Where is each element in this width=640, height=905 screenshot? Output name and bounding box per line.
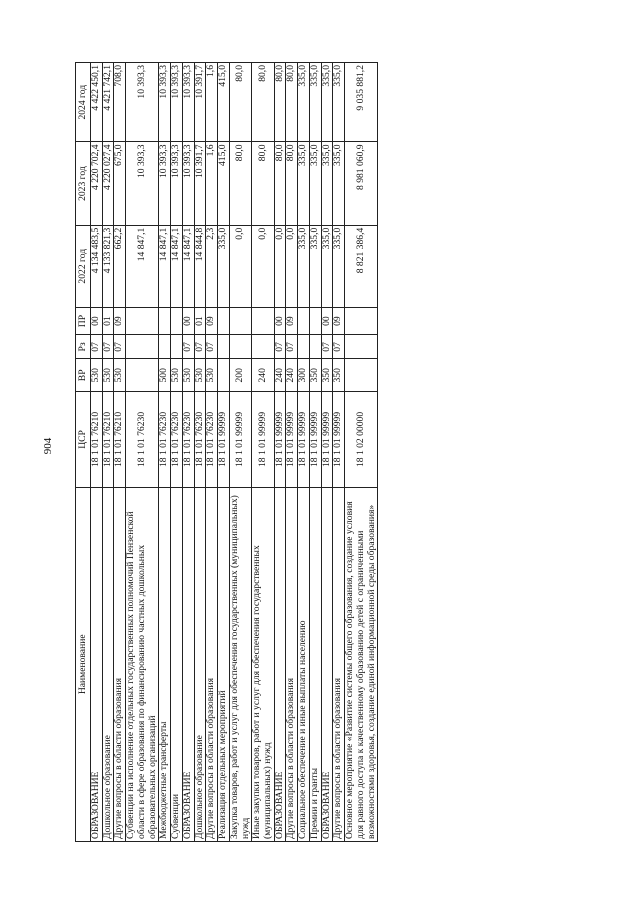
cell-name: Другие вопросы в области образования bbox=[286, 487, 298, 841]
cell-vr: 350 bbox=[333, 359, 345, 392]
cell-rz: 07 bbox=[194, 335, 206, 359]
cell-csr: 18 1 01 76210 bbox=[102, 392, 114, 487]
table-row bbox=[182, 63, 194, 842]
cell-rz: 07 bbox=[286, 335, 298, 359]
cell-2023: 80,0 bbox=[274, 142, 286, 225]
header-2022: 2022 год bbox=[76, 225, 91, 307]
cell-2024: 335,0 bbox=[333, 63, 345, 142]
table-header-row bbox=[76, 63, 91, 842]
cell-rz: 07 bbox=[114, 335, 126, 359]
cell-2024: 335,0 bbox=[321, 63, 333, 142]
cell-rz: 07 bbox=[274, 335, 286, 359]
cell-rz: 07 bbox=[182, 335, 194, 359]
cell-pr bbox=[345, 307, 378, 335]
cell-pr: 01 bbox=[102, 307, 114, 335]
cell-pr: 00 bbox=[182, 307, 194, 335]
cell-rz: 07 bbox=[333, 335, 345, 359]
cell-2022: 335,0 bbox=[333, 225, 345, 307]
table-row bbox=[298, 63, 310, 842]
cell-name: Социальное обеспечение и иные выплаты населению bbox=[298, 487, 310, 841]
cell-2023: 10 393,3 bbox=[182, 142, 194, 225]
cell-rz: 07 bbox=[206, 335, 218, 359]
cell-2023: 10 393,3 bbox=[159, 142, 171, 225]
cell-name: Другие вопросы в области образования bbox=[114, 487, 126, 841]
cell-2023: 4 220 027,4 bbox=[102, 142, 114, 225]
cell-rz bbox=[126, 335, 159, 359]
cell-vr bbox=[126, 359, 159, 392]
cell-pr bbox=[309, 307, 321, 335]
cell-2023: 80,0 bbox=[286, 142, 298, 225]
cell-name: Субвенции на исполнение отдельных государственных полномочий Пензенской области в сфере образования по финансированию частных дошкольных образовательных организаций bbox=[126, 487, 159, 841]
cell-name: Закупка товаров, работ и услуг для обеспечения государственных (муниципальных) нужд bbox=[229, 487, 251, 841]
cell-2024: 80,0 bbox=[229, 63, 251, 142]
cell-csr: 18 1 01 99999 bbox=[229, 392, 251, 487]
cell-name: Дошкольное образование bbox=[194, 487, 206, 841]
cell-2023: 675,0 bbox=[114, 142, 126, 225]
cell-vr: 530 bbox=[171, 359, 183, 392]
cell-pr: 09 bbox=[114, 307, 126, 335]
cell-2023: 335,0 bbox=[321, 142, 333, 225]
cell-vr: 240 bbox=[286, 359, 298, 392]
cell-2022: 335,0 bbox=[298, 225, 310, 307]
cell-rz bbox=[298, 335, 310, 359]
cell-2022: 4 133 821,3 bbox=[102, 225, 114, 307]
cell-2024: 10 393,3 bbox=[182, 63, 194, 142]
cell-pr bbox=[159, 307, 171, 335]
cell-2023: 80,0 bbox=[229, 142, 251, 225]
page-number: 904 bbox=[42, 437, 54, 455]
cell-vr: 530 bbox=[114, 359, 126, 392]
cell-rz bbox=[345, 335, 378, 359]
cell-csr: 18 1 01 99999 bbox=[333, 392, 345, 487]
cell-2024: 10 393,3 bbox=[126, 63, 159, 142]
cell-rz bbox=[159, 335, 171, 359]
header-name: Наименование bbox=[76, 487, 91, 841]
cell-2024: 80,0 bbox=[274, 63, 286, 142]
table-row bbox=[252, 63, 274, 842]
cell-rz: 07 bbox=[321, 335, 333, 359]
cell-2024: 335,0 bbox=[309, 63, 321, 142]
cell-pr bbox=[218, 307, 230, 335]
cell-2023: 10 393,3 bbox=[126, 142, 159, 225]
cell-2022: 8 821 386,4 bbox=[345, 225, 378, 307]
cell-pr bbox=[126, 307, 159, 335]
cell-2022: 14 847,1 bbox=[182, 225, 194, 307]
cell-vr: 200 bbox=[229, 359, 251, 392]
header-pr: ПР bbox=[76, 307, 91, 335]
cell-csr: 18 1 01 76210 bbox=[114, 392, 126, 487]
cell-2022: 662,2 bbox=[114, 225, 126, 307]
cell-2022: 0,0 bbox=[252, 225, 274, 307]
cell-name: ОБРАЗОВАНИЕ bbox=[274, 487, 286, 841]
cell-2022: 335,0 bbox=[218, 225, 230, 307]
cell-pr bbox=[229, 307, 251, 335]
cell-name: Дошкольное образование bbox=[102, 487, 114, 841]
cell-vr bbox=[218, 359, 230, 392]
table-row bbox=[102, 63, 114, 842]
rotated-table-container bbox=[75, 62, 545, 842]
cell-csr: 18 1 01 76230 bbox=[126, 392, 159, 487]
table-row bbox=[218, 63, 230, 842]
cell-rz bbox=[309, 335, 321, 359]
cell-pr bbox=[171, 307, 183, 335]
cell-rz: 07 bbox=[91, 335, 103, 359]
cell-rz bbox=[229, 335, 251, 359]
cell-vr: 530 bbox=[182, 359, 194, 392]
cell-vr: 530 bbox=[206, 359, 218, 392]
cell-vr: 240 bbox=[252, 359, 274, 392]
cell-2023: 415,0 bbox=[218, 142, 230, 225]
header-2023: 2023 год bbox=[76, 142, 91, 225]
cell-pr: 00 bbox=[321, 307, 333, 335]
cell-vr bbox=[345, 359, 378, 392]
cell-2024: 335,0 bbox=[298, 63, 310, 142]
cell-csr: 18 1 01 99999 bbox=[218, 392, 230, 487]
table-row bbox=[206, 63, 218, 842]
cell-2024: 4 421 742,1 bbox=[102, 63, 114, 142]
cell-2024: 10 391,7 bbox=[194, 63, 206, 142]
table-row bbox=[114, 63, 126, 842]
cell-2022: 14 847,1 bbox=[171, 225, 183, 307]
cell-pr: 00 bbox=[274, 307, 286, 335]
header-rz: Рз bbox=[76, 335, 91, 359]
cell-vr: 300 bbox=[298, 359, 310, 392]
cell-2024: 4 422 450,1 bbox=[91, 63, 103, 142]
cell-vr: 350 bbox=[309, 359, 321, 392]
cell-csr: 18 1 01 76230 bbox=[171, 392, 183, 487]
table-row bbox=[171, 63, 183, 842]
table-row bbox=[159, 63, 171, 842]
cell-pr: 09 bbox=[206, 307, 218, 335]
cell-name: Межбюджетные трансферты bbox=[159, 487, 171, 841]
table-row bbox=[229, 63, 251, 842]
cell-csr: 18 1 02 00000 bbox=[345, 392, 378, 487]
cell-pr: 01 bbox=[194, 307, 206, 335]
header-csr: ЦСР bbox=[76, 392, 91, 487]
cell-2024: 10 393,3 bbox=[171, 63, 183, 142]
cell-name: Другие вопросы в области образования bbox=[206, 487, 218, 841]
cell-2023: 1,6 bbox=[206, 142, 218, 225]
cell-2023: 10 393,3 bbox=[171, 142, 183, 225]
cell-name: Иные закупки товаров, работ и услуг для обеспечения государственных (муниципальных) нужд bbox=[252, 487, 274, 841]
table-row bbox=[333, 63, 345, 842]
cell-csr: 18 1 01 99999 bbox=[309, 392, 321, 487]
table-body bbox=[91, 63, 378, 842]
table-row bbox=[91, 63, 103, 842]
cell-2024: 9 035 881,2 bbox=[345, 63, 378, 142]
header-vr: ВР bbox=[76, 359, 91, 392]
cell-2024: 708,0 bbox=[114, 63, 126, 142]
cell-2024: 415,0 bbox=[218, 63, 230, 142]
cell-2023: 335,0 bbox=[333, 142, 345, 225]
cell-2022: 4 134 483,5 bbox=[91, 225, 103, 307]
cell-csr: 18 1 01 76230 bbox=[206, 392, 218, 487]
cell-2022: 2,3 bbox=[206, 225, 218, 307]
cell-2022: 14 847,1 bbox=[126, 225, 159, 307]
cell-vr: 530 bbox=[194, 359, 206, 392]
cell-csr: 18 1 01 76230 bbox=[182, 392, 194, 487]
cell-2022: 0,0 bbox=[274, 225, 286, 307]
cell-name: Премии и гранты bbox=[309, 487, 321, 841]
cell-csr: 18 1 01 76230 bbox=[159, 392, 171, 487]
cell-vr: 530 bbox=[91, 359, 103, 392]
cell-name: ОБРАЗОВАНИЕ bbox=[321, 487, 333, 841]
table-row bbox=[126, 63, 159, 842]
header-2024: 2024 год bbox=[76, 63, 91, 142]
cell-vr: 530 bbox=[102, 359, 114, 392]
cell-pr bbox=[252, 307, 274, 335]
cell-vr: 350 bbox=[321, 359, 333, 392]
cell-name: ОБРАЗОВАНИЕ bbox=[91, 487, 103, 841]
cell-2023: 4 220 702,4 bbox=[91, 142, 103, 225]
cell-pr: 00 bbox=[91, 307, 103, 335]
cell-2023: 335,0 bbox=[298, 142, 310, 225]
cell-csr: 18 1 01 99999 bbox=[286, 392, 298, 487]
table-row bbox=[345, 63, 378, 842]
cell-name: Субвенции bbox=[171, 487, 183, 841]
cell-2022: 14 844,8 bbox=[194, 225, 206, 307]
cell-pr bbox=[298, 307, 310, 335]
cell-csr: 18 1 01 99999 bbox=[321, 392, 333, 487]
cell-2022: 335,0 bbox=[321, 225, 333, 307]
cell-2023: 8 981 060,9 bbox=[345, 142, 378, 225]
cell-csr: 18 1 01 99999 bbox=[252, 392, 274, 487]
cell-rz bbox=[218, 335, 230, 359]
cell-rz bbox=[171, 335, 183, 359]
cell-2022: 335,0 bbox=[309, 225, 321, 307]
cell-pr: 09 bbox=[333, 307, 345, 335]
table-row bbox=[286, 63, 298, 842]
cell-2022: 0,0 bbox=[286, 225, 298, 307]
cell-csr: 18 1 01 99999 bbox=[298, 392, 310, 487]
cell-vr: 500 bbox=[159, 359, 171, 392]
cell-name: Реализация отдельных мероприятий bbox=[218, 487, 230, 841]
budget-table bbox=[75, 62, 378, 842]
cell-2022: 0,0 bbox=[229, 225, 251, 307]
cell-2024: 10 393,3 bbox=[159, 63, 171, 142]
table-row bbox=[194, 63, 206, 842]
cell-csr: 18 1 01 99999 bbox=[274, 392, 286, 487]
cell-name: Основное мероприятие «Развитие системы общего образования, создание условия для равного доступа к качественному образованию детей с ограниченными возможностями здоровья, создание единой информационной среды образования» bbox=[345, 487, 378, 841]
table-row bbox=[309, 63, 321, 842]
cell-2024: 1,6 bbox=[206, 63, 218, 142]
cell-2023: 10 391,7 bbox=[194, 142, 206, 225]
cell-name: Другие вопросы в области образования bbox=[333, 487, 345, 841]
table-row bbox=[321, 63, 333, 842]
cell-2023: 80,0 bbox=[252, 142, 274, 225]
cell-csr: 18 1 01 76210 bbox=[91, 392, 103, 487]
cell-2022: 14 847,1 bbox=[159, 225, 171, 307]
cell-name: ОБРАЗОВАНИЕ bbox=[182, 487, 194, 841]
cell-2024: 80,0 bbox=[286, 63, 298, 142]
cell-vr: 240 bbox=[274, 359, 286, 392]
cell-2023: 335,0 bbox=[309, 142, 321, 225]
table-row bbox=[274, 63, 286, 842]
cell-pr: 09 bbox=[286, 307, 298, 335]
cell-csr: 18 1 01 76230 bbox=[194, 392, 206, 487]
cell-rz bbox=[252, 335, 274, 359]
cell-rz: 07 bbox=[102, 335, 114, 359]
cell-2024: 80,0 bbox=[252, 63, 274, 142]
